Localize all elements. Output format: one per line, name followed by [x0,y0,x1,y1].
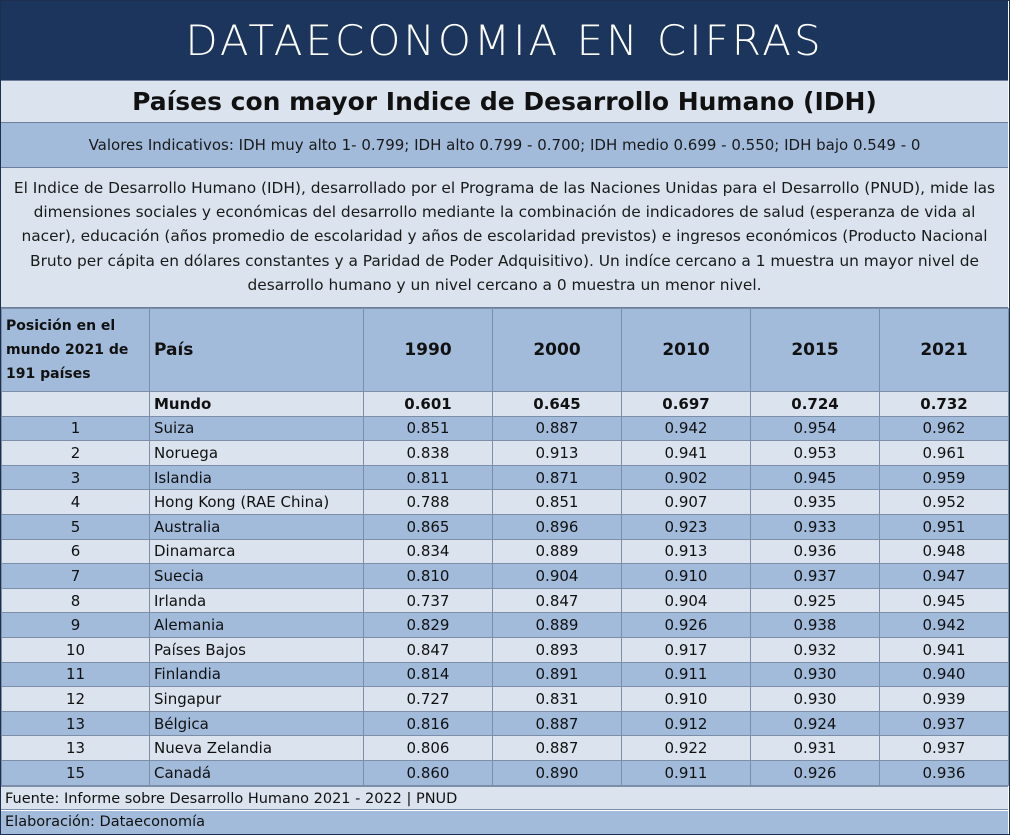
table-row [2,637,1009,662]
credit-note: Elaboración: Dataeconomía [1,811,1008,834]
header-position: Posición en el mundo 2021 de 191 países [2,309,150,392]
header-2015: 2015 [751,309,880,392]
cell-2021: 0.952 [880,490,1009,515]
cell-2021: 0.941 [880,637,1009,662]
cell-2021: 0.945 [880,588,1009,613]
cell-2010: 0.911 [622,662,751,687]
cell-1990: 0.851 [364,416,493,441]
banner-title: DATAECONOMIA EN CIFRAS [1,1,1008,80]
cell-country: Países Bajos [150,637,364,662]
description: El Indice de Desarrollo Humano (IDH), desarrollado por el Programa de las Naciones Unidas para el Desarrollo (PNUD), mide las dimensiones sociales y económicas del desarrollo mediante la combinación de indicadores de salud (esperanza de vida al nacer), educación (años promedio de escolaridad y años de escolaridad previstos) e ingresos económicos (Producto Nacional Bruto per cápita en dólares constantes y a Paridad de Poder Adquisitivo). Un indíce cercano a 1 muestra un mayor nivel de desarrollo humano y un nivel cercano a 0 muestra un menor nivel. [1,168,1008,308]
cell-2015: 0.936 [751,539,880,564]
cell-2000: 0.890 [493,760,622,785]
cell-2015: 0.933 [751,514,880,539]
world-2015: 0.724 [751,392,880,417]
cell-2010: 0.907 [622,490,751,515]
cell-rank: 8 [2,588,150,613]
world-country: Mundo [150,392,364,417]
cell-2015: 0.937 [751,564,880,589]
cell-rank: 13 [2,736,150,761]
table-row [2,760,1009,785]
table-row [2,736,1009,761]
cell-2015: 0.938 [751,613,880,638]
cell-1990: 0.865 [364,514,493,539]
cell-1990: 0.838 [364,441,493,466]
source-note: Fuente: Informe sobre Desarrollo Humano 2021 - 2022 | PNUD [1,786,1008,810]
world-row [2,392,1009,417]
cell-1990: 0.814 [364,662,493,687]
cell-2015: 0.932 [751,637,880,662]
cell-1990: 0.788 [364,490,493,515]
idh-table [1,308,1009,786]
cell-2021: 0.940 [880,662,1009,687]
cell-2010: 0.911 [622,760,751,785]
cell-1990: 0.834 [364,539,493,564]
cell-2000: 0.847 [493,588,622,613]
cell-2015: 0.930 [751,662,880,687]
cell-rank: 11 [2,662,150,687]
cell-rank: 6 [2,539,150,564]
cell-2021: 0.959 [880,465,1009,490]
cell-2021: 0.937 [880,711,1009,736]
cell-1990: 0.860 [364,760,493,785]
cell-2000: 0.887 [493,711,622,736]
cell-2021: 0.961 [880,441,1009,466]
cell-2010: 0.941 [622,441,751,466]
cell-2015: 0.930 [751,687,880,712]
page-title: Países con mayor Indice de Desarrollo Humano (IDH) [1,80,1008,123]
cell-2010: 0.917 [622,637,751,662]
table-row [2,441,1009,466]
cell-2021: 0.962 [880,416,1009,441]
header-2010: 2010 [622,309,751,392]
cell-1990: 0.847 [364,637,493,662]
cell-1990: 0.727 [364,687,493,712]
cell-country: Suecia [150,564,364,589]
cell-2021: 0.951 [880,514,1009,539]
cell-rank: 13 [2,711,150,736]
cell-country: Hong Kong (RAE China) [150,490,364,515]
cell-2015: 0.926 [751,760,880,785]
cell-2010: 0.904 [622,588,751,613]
cell-2000: 0.904 [493,564,622,589]
cell-2000: 0.887 [493,736,622,761]
cell-1990: 0.737 [364,588,493,613]
cell-country: Canadá [150,760,364,785]
cell-rank: 5 [2,514,150,539]
cell-2000: 0.893 [493,637,622,662]
cell-2015: 0.945 [751,465,880,490]
cell-2015: 0.935 [751,490,880,515]
cell-rank: 2 [2,441,150,466]
cell-rank: 12 [2,687,150,712]
cell-rank: 15 [2,760,150,785]
cell-2015: 0.924 [751,711,880,736]
cell-2000: 0.913 [493,441,622,466]
cell-rank: 4 [2,490,150,515]
values-note: Valores Indicativos: IDH muy alto 1- 0.799; IDH alto 0.799 - 0.700; IDH medio 0.699 - 0.550; IDH bajo 0.549 - 0 [1,123,1008,168]
header-1990: 1990 [364,309,493,392]
table-row [2,416,1009,441]
table-row [2,465,1009,490]
cell-2010: 0.923 [622,514,751,539]
table-row [2,514,1009,539]
cell-2010: 0.910 [622,687,751,712]
cell-2021: 0.948 [880,539,1009,564]
header-2021: 2021 [880,309,1009,392]
cell-2010: 0.913 [622,539,751,564]
cell-rank: 9 [2,613,150,638]
world-2000: 0.645 [493,392,622,417]
world-rank [2,392,150,417]
cell-2015: 0.953 [751,441,880,466]
cell-country: Finlandia [150,662,364,687]
table-row [2,588,1009,613]
cell-2010: 0.922 [622,736,751,761]
cell-2010: 0.902 [622,465,751,490]
cell-2021: 0.939 [880,687,1009,712]
table-row [2,613,1009,638]
cell-country: Singapur [150,687,364,712]
cell-country: Irlanda [150,588,364,613]
cell-1990: 0.811 [364,465,493,490]
header-2000: 2000 [493,309,622,392]
cell-2015: 0.925 [751,588,880,613]
cell-rank: 7 [2,564,150,589]
cell-rank: 10 [2,637,150,662]
cell-2021: 0.947 [880,564,1009,589]
cell-country: Suiza [150,416,364,441]
cell-country: Alemania [150,613,364,638]
cell-rank: 3 [2,465,150,490]
cell-2015: 0.954 [751,416,880,441]
cell-2010: 0.926 [622,613,751,638]
table-row [2,539,1009,564]
table-row [2,662,1009,687]
cell-2000: 0.889 [493,613,622,638]
table-header-row [2,309,1009,392]
cell-2021: 0.937 [880,736,1009,761]
cell-2010: 0.910 [622,564,751,589]
world-2021: 0.732 [880,392,1009,417]
cell-1990: 0.806 [364,736,493,761]
cell-2000: 0.871 [493,465,622,490]
cell-2010: 0.912 [622,711,751,736]
cell-2010: 0.942 [622,416,751,441]
table-row [2,687,1009,712]
cell-country: Bélgica [150,711,364,736]
table-row [2,711,1009,736]
header-country: País [150,309,364,392]
cell-2000: 0.851 [493,490,622,515]
table-row [2,564,1009,589]
cell-2021: 0.942 [880,613,1009,638]
cell-2000: 0.889 [493,539,622,564]
cell-2000: 0.896 [493,514,622,539]
cell-country: Islandia [150,465,364,490]
cell-country: Noruega [150,441,364,466]
cell-country: Australia [150,514,364,539]
cell-1990: 0.829 [364,613,493,638]
cell-country: Nueva Zelandia [150,736,364,761]
cell-2021: 0.936 [880,760,1009,785]
cell-country: Dinamarca [150,539,364,564]
cell-rank: 1 [2,416,150,441]
cell-2000: 0.891 [493,662,622,687]
cell-1990: 0.810 [364,564,493,589]
cell-1990: 0.816 [364,711,493,736]
world-2010: 0.697 [622,392,751,417]
cell-2000: 0.887 [493,416,622,441]
world-1990: 0.601 [364,392,493,417]
cell-2000: 0.831 [493,687,622,712]
table-row [2,490,1009,515]
cell-2015: 0.931 [751,736,880,761]
